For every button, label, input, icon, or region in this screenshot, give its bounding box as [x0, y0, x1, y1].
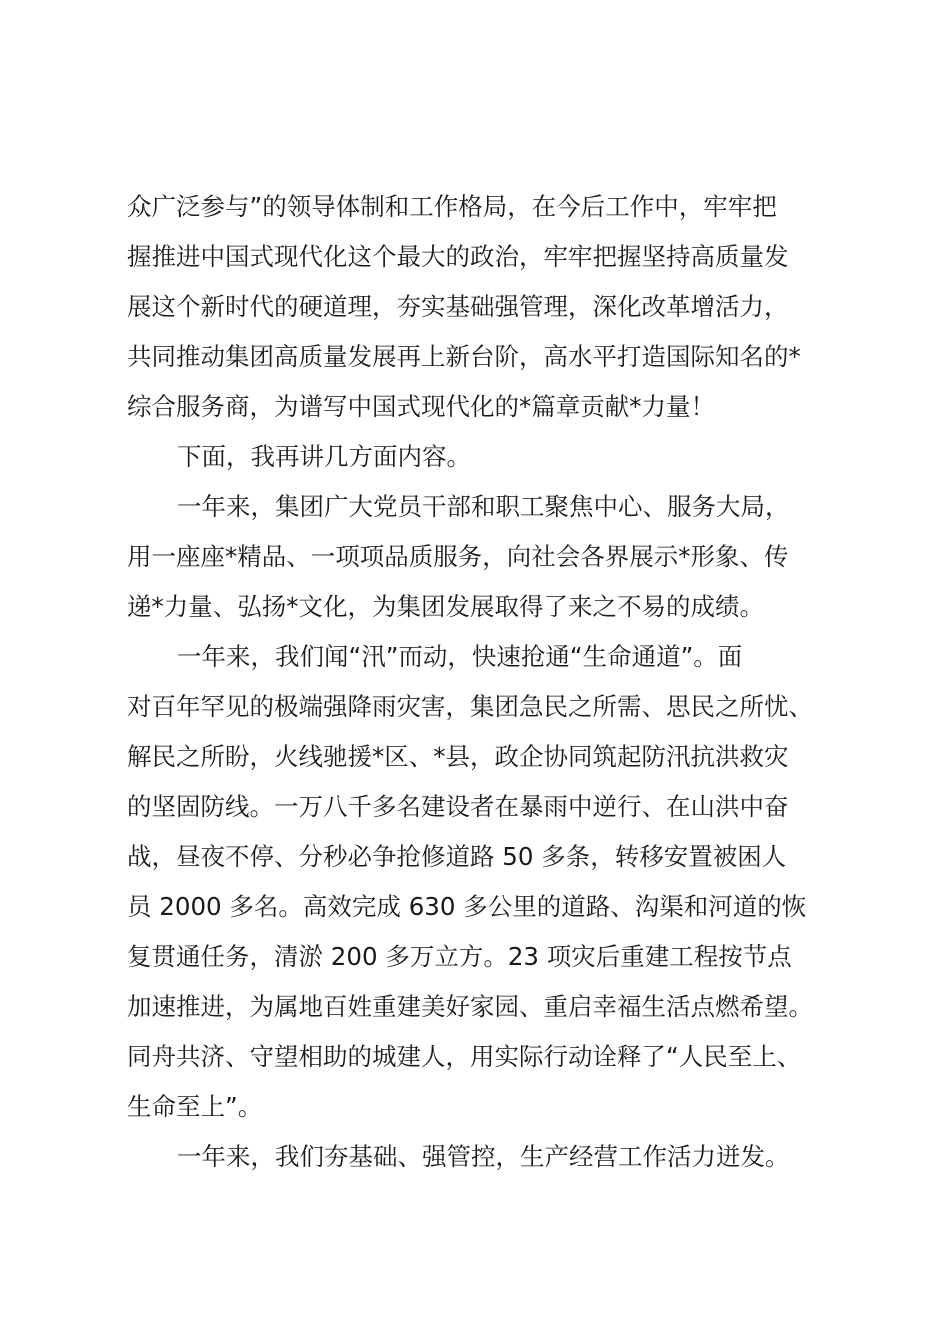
paragraph-first-line: 一年来，我们闻“汛”而动，快速抢通“生命通道”。面 — [177, 642, 743, 671]
text-line: 同舟共济、守望相助的城建人，用实际行动诠释了“人民至上、 — [127, 1042, 802, 1071]
text-line: 用一座座*精品、一项项品质服务，向社会各界展示*形象、传 — [127, 542, 789, 571]
text-line: 的坚固防线。一万八千多名建设者在暴雨中逆行、在山洪中奋 — [127, 792, 789, 821]
text-line: 众广泛参与”的领导体制和工作格局，在今后工作中，牢牢把 — [127, 192, 777, 221]
text-line: 握推进中国式现代化这个最大的政治，牢牢把握坚持高质量发 — [127, 242, 789, 271]
text-line: 共同推动集团高质量发展再上新台阶，高水平打造国际知名的* — [127, 342, 801, 371]
text-line: 生命至上”。 — [127, 1092, 263, 1121]
text-line: 复贯通任务，清淤 200 多万立方。23 项灾后重建工程按节点 — [127, 942, 792, 971]
paragraph-first-line: 一年来，集团广大党员干部和职工聚焦中心、服务大局， — [177, 492, 790, 521]
text-line: 对百年罕见的极端强降雨灾害，集团急民之所需、思民之所忧、 — [127, 692, 813, 721]
text-line: 递*力量、弘扬*文化，为集团发展取得了来之不易的成绩。 — [127, 592, 764, 621]
text-line: 加速推进，为属地百姓重建美好家园、重启幸福生活点燃希望。 — [127, 992, 813, 1021]
paragraph-first-line: 一年来，我们夯基础、强管控，生产经营工作活力迸发。 — [177, 1142, 790, 1171]
text-line: 战，昼夜不停、分秒必争抢修道路 50 多条，转移安置被困人 — [127, 842, 787, 871]
text-line: 解民之所盼，火线驰援*区、*县，政企协同筑起防汛抗洪救灾 — [127, 742, 789, 771]
text-line: 综合服务商，为谱写中国式现代化的*篇章贡献*力量！ — [127, 392, 715, 421]
text-line: 员 2000 多名。高效完成 630 多公里的道路、沟渠和河道的恢 — [127, 892, 807, 921]
paragraph-first-line: 下面，我再讲几方面内容。 — [177, 442, 471, 471]
text-line: 展这个新时代的硬道理，夯实基础强管理，深化改革增活力， — [127, 292, 789, 321]
body-text — [127, 182, 847, 1182]
